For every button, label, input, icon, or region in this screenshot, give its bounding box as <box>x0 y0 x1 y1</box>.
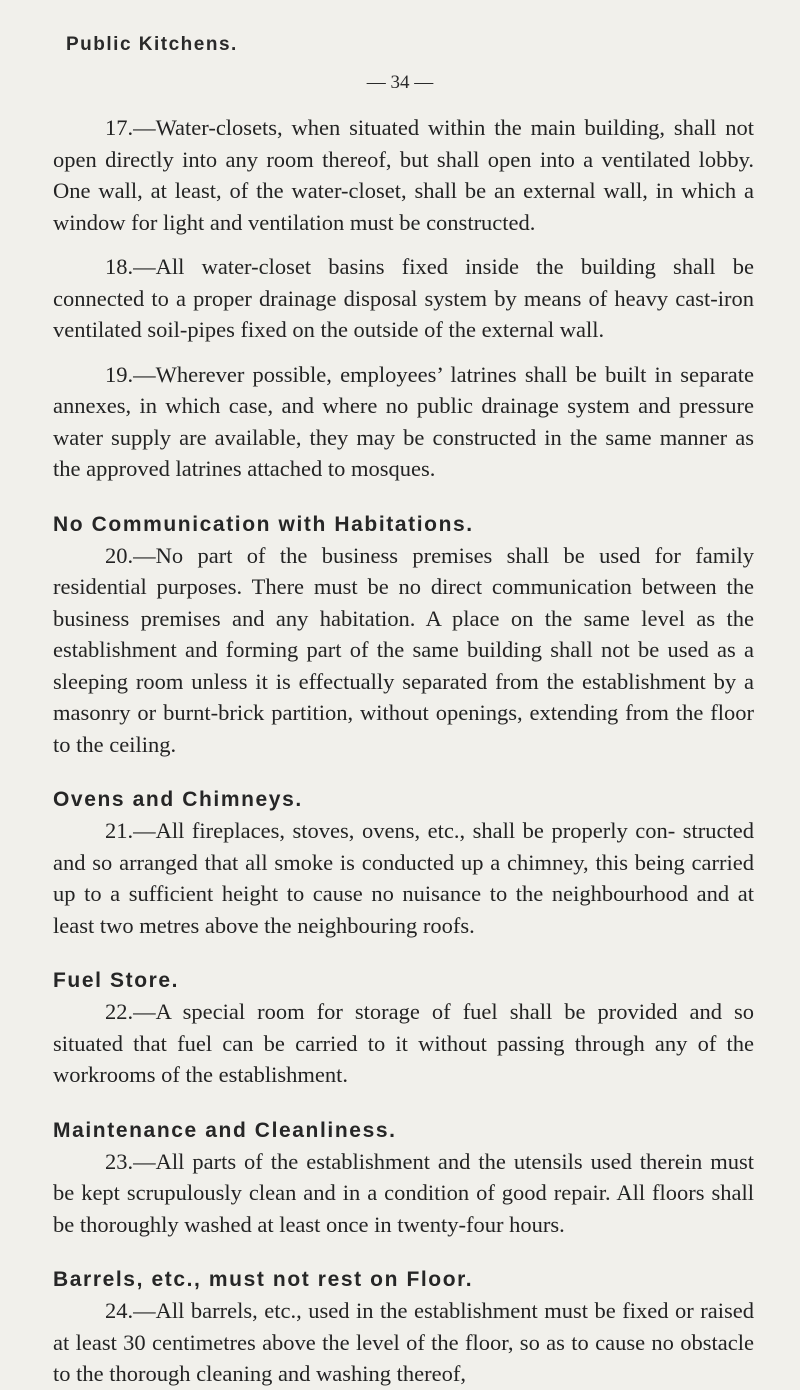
paragraph-19: 19.—Wherever possible, employees’ latrines shall be built in separate annexes, in which case, and where no public drainage system and pressure water supply are available, they may be constructed in the same manner as the approved latrines attached to mosques. <box>53 361 754 481</box>
heading-ovens-chimneys: Ovens and Chimneys. <box>53 788 303 811</box>
heading-maintenance: Maintenance and Cleanliness. <box>53 1118 397 1142</box>
paragraph-22: 22.—A special room for storage of fuel shall be provided and so situated that fuel can be carried to it without passing through any of the workrooms of the establishment. <box>53 999 754 1087</box>
heading-no-communication: No Communication with Habitations. <box>53 512 474 536</box>
page-number: — 34 — <box>366 72 434 93</box>
heading-fuel-store: Fuel Store. <box>53 969 180 992</box>
running-head: Public Kitchens. <box>66 34 238 55</box>
paragraph-18: 18.—All water-closet basins fixed inside the building shall be connected to a proper drainage disposal system by means of heavy cast-iron ventilated soil-pipes fixed on the outside of the external wall. <box>53 254 754 342</box>
paragraph-23: 23.—All parts of the establishment and the utensils used therein must be kept scrupulously clean and in a condition of good repair. All floors shall be thoroughly washed at least once in twenty-four hours. <box>53 1148 754 1237</box>
paragraph-20: 20.—No part of the business premises shall be used for family residential purposes. There must be no direct communication between the business premises and any habitation. A place on the same level as the establishment and forming part of the same building shall not be used as a sleeping room unless it is effectually separated from the establishment by a masonry or burnt-brick partition, without openings, extending from the floor to the ceiling. <box>53 542 754 757</box>
heading-barrels: Barrels, etc., must not rest on Floor. <box>53 1268 474 1291</box>
paragraph-17: 17.—Water-closets, when situated within the main building, shall not open directly into any room thereof, but shall open into a ventilated lobby. One wall, at least, of the water-closet, shall be an external wall, in which a window for light and ventilation must be constructed. <box>53 115 754 235</box>
paragraph-21: 21.—All fireplaces, stoves, ovens, etc., shall be properly con- structed and so arranged that all smoke is conducted up a chimney, this being carried up to a sufficient height to cause no nuisance to the neighbourhood and at least two metres above the neighbouring roofs. <box>53 818 754 938</box>
page-body <box>53 112 754 1390</box>
paragraph-24: 24.—All barrels, etc., used in the establishment must be fixed or raised at least 30 centimetres above the level of the floor, so as to cause no obstacle to the thorough cleaning and washing thereof, <box>53 1298 754 1386</box>
